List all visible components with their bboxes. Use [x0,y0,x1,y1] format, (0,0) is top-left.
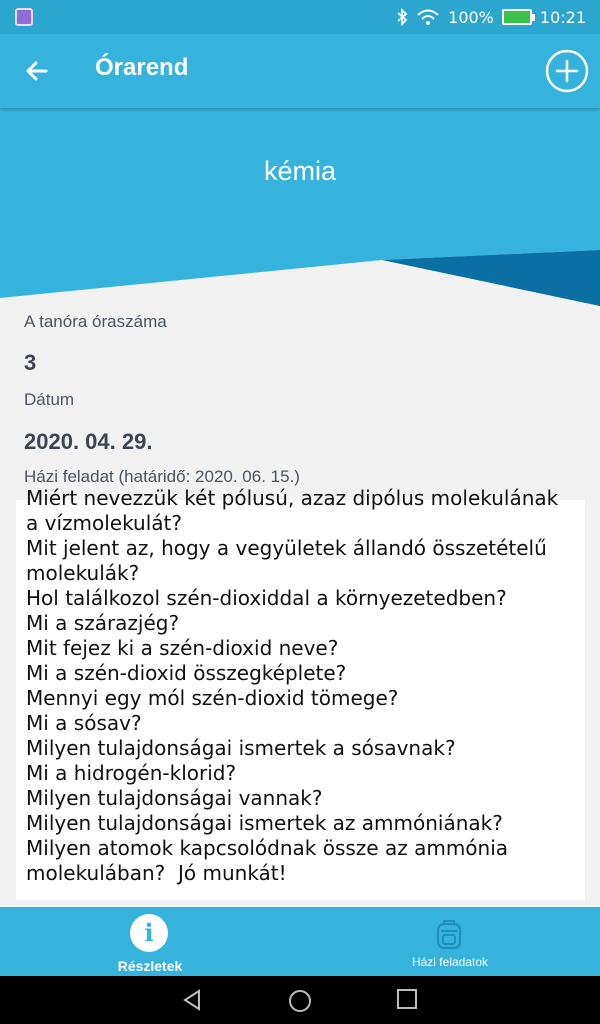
recents-square-icon[interactable] [396,988,418,1010]
nav-label-details: Részletek [117,958,183,974]
clock: 10:21 [539,7,586,27]
subject-header [0,108,600,308]
battery-percent: 100% [448,7,494,27]
arrow-left-icon[interactable] [18,52,56,90]
bluetooth-icon [396,8,408,26]
homework-label: Házi feladat (határidő: 2020. 06. 15.) [24,467,300,486]
nav-item-details[interactable] [50,907,250,976]
status-bar [0,0,600,34]
plus-circle-icon[interactable] [544,48,590,94]
back-triangle-icon[interactable] [180,988,204,1012]
date-label: Dátum [24,390,75,409]
lesson-number-value: 3 [24,350,37,375]
app-bar [0,34,600,108]
battery-icon [502,9,532,25]
header-background [0,108,600,308]
date-value: 2020. 04. 29. [24,429,153,454]
wifi-icon [416,8,440,26]
backpack-icon [436,918,462,950]
nav-item-homework[interactable] [350,907,550,976]
subject-name: kémia [263,156,337,186]
app-icon [15,8,33,26]
lesson-number-label: A tanóra óraszáma [24,312,167,331]
system-navigation-bar [0,976,600,1024]
page-title: Órarend [95,54,189,81]
home-circle-icon[interactable] [287,988,313,1014]
status-icons [396,0,586,34]
homework-text: Miért nevezzük két pólusú, azaz dipólus molekulának a vízmolekulát? Mit jelent az, hogy a vegyületek állandó összetételű molekulák? Hol találkozol szén-dioxiddal a környezetedben? Mi a szárazjég? Mit fejez ki a szén-dioxid neve? Mi a szén-dioxid összegképlete? Mennyi egy mól szén-dioxid tömege? Mi a sósav? Milyen tulajdonságai ismertek a sósavnak? Mi a hidrogén-klorid? Milyen tulajdonságai vannak? Milyen tulajdonságai ismertek az ammóniának? Milyen atomok kapcsolódnak össze az ammónia molekulában? Jó munkát! [26,486,559,885]
bottom-navigation [0,907,600,976]
homework-box[interactable] [16,486,585,900]
info-icon: i [130,914,168,952]
nav-label-homework: Házi feladatok [411,955,489,969]
